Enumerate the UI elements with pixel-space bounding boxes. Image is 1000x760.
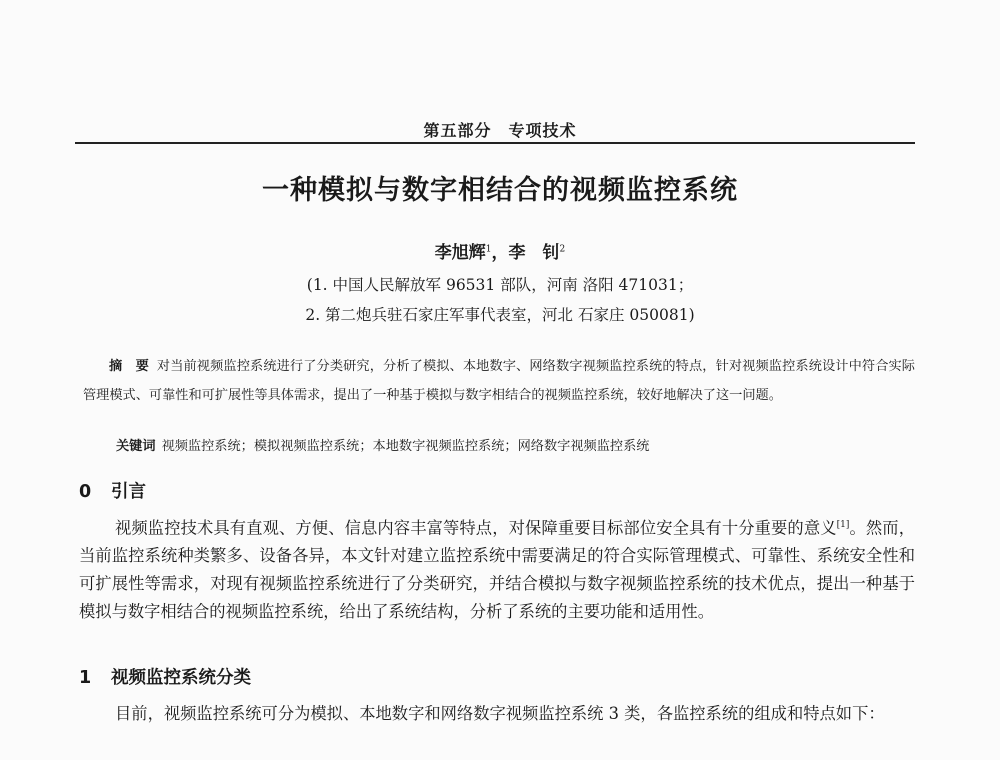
author-line [0,238,1000,263]
author-affiliation-mark: 1 [485,244,492,255]
abstract-label: 摘 要 [109,359,149,374]
paragraph-text: 。然而，当前监控系统种类繁多、设备各异，本文针对建立监控系统中需要满足的符合实际管理模式、可靠性、系统安全性和可扩展性等需求，对现有视频监控系统进行了分类研究，并结合模拟与数字视频监控系统的技术优点，提出一种基于模拟与数字相结合的视频监控系统，给出了系统结构，分析了系统的主要功能和适用性。 [79,518,915,622]
intro-paragraph [79,511,915,626]
abstract-text: 对当前视频监控系统进行了分类研究，分析了模拟、本地数字、网络数字视频监控系统的特点，针对视频监控系统设计中符合实际管理模式、可靠性和可扩展性等具体需求，提出了一种基于模拟与数字相结合的视频监控系统，较好地解决了这一问题。 [83,359,915,403]
section-number: 0 [79,482,92,502]
keywords [116,436,916,458]
author-name: 李 钊 [508,243,560,263]
affiliation-1: (1. 中国人民解放军 96531 部队，河南 洛阳 471031； [306,276,694,294]
author-separator: ， [491,243,509,263]
citation-ref[interactable]: [1] [836,520,850,530]
classification-paragraph: 目前，视频监控系统可分为模拟、本地数字和网络数字视频监控系统 3 类，各监控系统的组成和特点如下： [115,704,885,723]
abstract [83,352,915,410]
section-heading-classification [79,664,251,689]
section-title: 引言 [111,482,146,502]
author-name: 李旭辉 [434,243,486,263]
keywords-label: 关键词 [116,439,156,454]
paragraph-text: 视频监控技术具有直观、方便、信息内容丰富等特点，对保障重要目标部位安全具有十分重要的意义 [115,518,837,538]
section-title: 视频监控系统分类 [111,668,251,688]
affiliation-2: 2. 第二炮兵驻石家庄军事代表室，河北 石家庄 050081) [305,306,695,324]
paper-title: 一种模拟与数字相结合的视频监控系统 [262,175,738,206]
section-heading-intro [79,478,146,503]
keywords-text: 视频监控系统；模拟视频监控系统；本地数字视频监控系统；网络数字视频监控系统 [161,439,650,454]
section-header: 第五部分 专项技术 [423,121,577,140]
header-rule [75,142,915,144]
section-number: 1 [79,668,92,688]
author-affiliation-mark: 2 [559,244,566,255]
